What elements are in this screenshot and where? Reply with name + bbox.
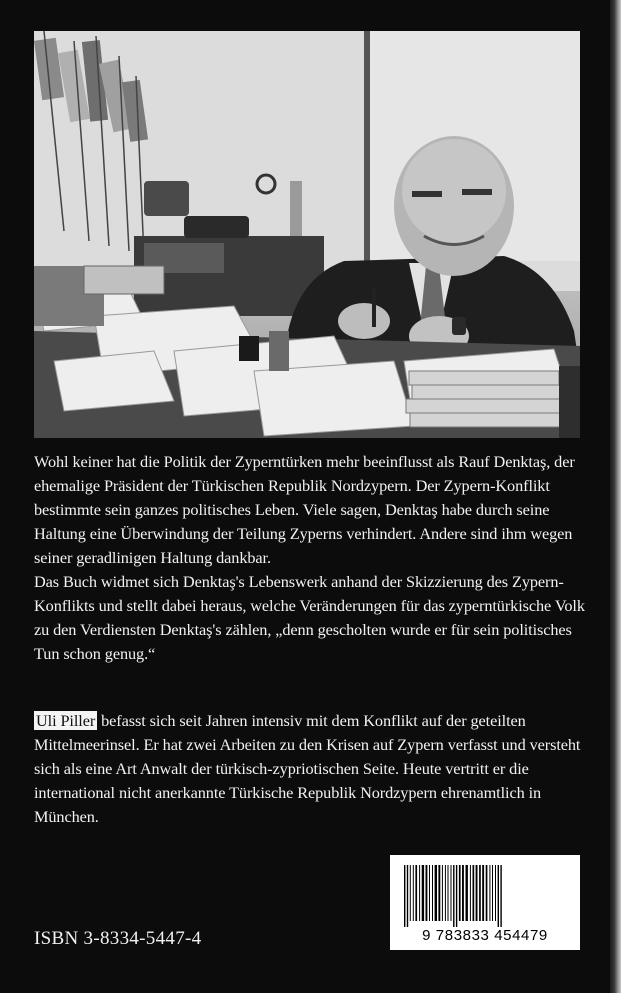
barcode-bar bbox=[429, 865, 430, 921]
barcode-bar bbox=[451, 865, 452, 921]
barcode-bar bbox=[462, 865, 464, 921]
barcode-bar bbox=[448, 865, 449, 921]
isbn-label: ISBN 3-8334-5447-4 bbox=[34, 928, 202, 949]
barcode-bar bbox=[415, 865, 417, 921]
barcode-bar bbox=[470, 865, 471, 921]
author-name: Uli Piller bbox=[36, 711, 96, 730]
barcode-bar bbox=[438, 865, 440, 921]
barcode-bars bbox=[402, 865, 572, 927]
barcode-bar bbox=[442, 865, 443, 921]
author-bio-paragraph bbox=[34, 709, 594, 829]
isbn-barcode bbox=[390, 855, 580, 950]
barcode-bar bbox=[456, 865, 457, 927]
description-paragraph-2: Das Buch widmet sich Denktaş's Lebenswerk anhand der Skizzierung des Zypern-Konflikts und stellt dabei heraus, welche Veränderungen für das zyperntürkische Volk zu den Verdiensten Denktaş's zählen, „denn gescholten wurde er für sein politisches Tun schon genug.“ bbox=[34, 572, 585, 663]
barcode-bar bbox=[479, 865, 481, 921]
author-bio-text: befasst sich seit Jahren intensiv mit dem Konflikt auf der geteilten Mittelmeerinsel. Er hat zwei Arbeiten zu den Krisen auf Zypern verfasst und versteht sich als eine Art Anwalt der türkisch-zypriotischen Seite. Heute vertritt er die international nicht anerkannte Türkische Republik Nordzypern ehrenamtlich in München. bbox=[34, 711, 581, 826]
barcode-bar bbox=[435, 865, 437, 921]
author-bio bbox=[34, 709, 594, 829]
book-description bbox=[34, 450, 594, 666]
barcode-bar bbox=[473, 865, 475, 921]
barcode-bar bbox=[498, 865, 499, 927]
barcode-bar bbox=[500, 865, 501, 927]
barcode-bar bbox=[466, 865, 468, 921]
barcode-bar bbox=[419, 865, 420, 921]
barcode-bar bbox=[486, 865, 488, 921]
barcode-bar bbox=[489, 865, 490, 921]
author-photo bbox=[34, 31, 580, 438]
barcode-bar bbox=[404, 865, 405, 927]
barcode-bar bbox=[413, 865, 414, 921]
description-paragraph-1: Wohl keiner hat die Politik der Zyperntürken mehr beeinflusst als Rauf Denktaş, der ehemalige Präsident der Türkischen Republik Nordzypern. Der Zypern-Konflikt bestimmte sein ganzes politisches Leben. Viele sagen, Denktaş habe durch seine Haltung eine Überwindung der Teilung Zyperns verhindert. Andere sind ihm wegen seiner geradlinigen Haltung dankbar. bbox=[34, 452, 575, 567]
barcode-bar bbox=[459, 865, 461, 921]
barcode-bar bbox=[482, 865, 484, 921]
barcode-bar bbox=[407, 865, 408, 927]
barcode-bar bbox=[495, 865, 496, 921]
barcode-bar bbox=[432, 865, 433, 921]
spine-edge bbox=[610, 0, 621, 993]
barcode-bar bbox=[492, 865, 493, 921]
barcode-bar bbox=[453, 865, 454, 927]
barcode-bar bbox=[410, 865, 411, 921]
barcode-bar bbox=[426, 865, 428, 921]
barcode-bar bbox=[422, 865, 424, 921]
barcode-bar bbox=[476, 865, 478, 921]
barcode-digits: 9 783833 454479 bbox=[422, 927, 548, 944]
barcode-bar bbox=[445, 865, 446, 921]
